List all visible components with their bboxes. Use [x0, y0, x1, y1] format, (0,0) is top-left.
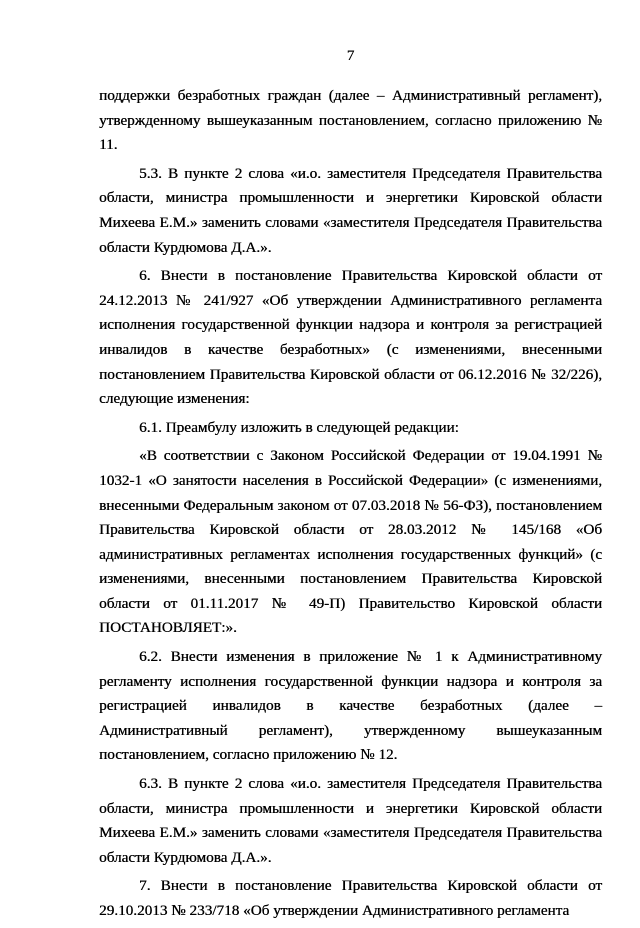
page-number: 7	[346, 47, 355, 64]
paragraph: 6.1. Преамбулу изложить в следующей редакции:	[139, 418, 459, 436]
paragraph: 5.3. В пункте 2 слова «и.о. заместителя Председателя Правительства области, министра промышленности и энергетики Кировской области Михеева Е.М.» заменить словами «заместителя Председателя Правительства области Курдюмова Д.А.».	[99, 164, 602, 256]
paragraph: 6.2. Внести изменения в приложение № 1 к Административному регламенту исполнения государственной функции надзора и контроля за регистрацией инвалидов в качестве безработных (далее – Административный регламент), утвержденному вышеуказанным постановлением, согласно приложению № 12.	[99, 648, 602, 764]
document-body	[99, 84, 602, 924]
paragraph: 6.3. В пункте 2 слова «и.о. заместителя Председателя Правительства области, министра промышленности и энергетики Кировской области Михеева Е.М.» заменить словами «заместителя Председателя Правительства области Курдюмова Д.А.».	[99, 775, 602, 866]
paragraph: 7. Внести в постановление Правительства Кировской области от 29.10.2013 № 233/718 «Об утверждении Административного регламента	[99, 877, 602, 919]
paragraph: «В соответствии с Законом Российской Федерации от 19.04.1991 № 1032-1 «О занятости населения в Российской Федерации» (с изменениями, внесенными Федеральным законом от 07.03.2018 № 56-ФЗ), постановлением Правительства Кировской области от 28.03.2012 № 145/168 «Об административных регламентах исполнения государственных функций» (с изменениями, внесенными постановлением Правительства Кировской области от 01.11.2017 № 49-П) Правительство Кировской области ПОСТАНОВЛЯЕТ:».	[99, 447, 602, 637]
document-page	[99, 46, 602, 928]
paragraph: 6. Внести в постановление Правительства Кировской области от 24.12.2013 № 241/927 «Об утверждении Административного регламента исполнения государственной функции надзора и контроля за регистрацией инвалидов в качестве безработных» (с изменениями, внесенными постановлением Правительства Кировской области от 06.12.2016 № 32/226), следующие изменения:	[99, 267, 602, 408]
paragraph: поддержки безработных граждан (далее – Административный регламент), утвержденному вышеуказанным постановлением, согласно приложению № 11.	[99, 87, 602, 154]
